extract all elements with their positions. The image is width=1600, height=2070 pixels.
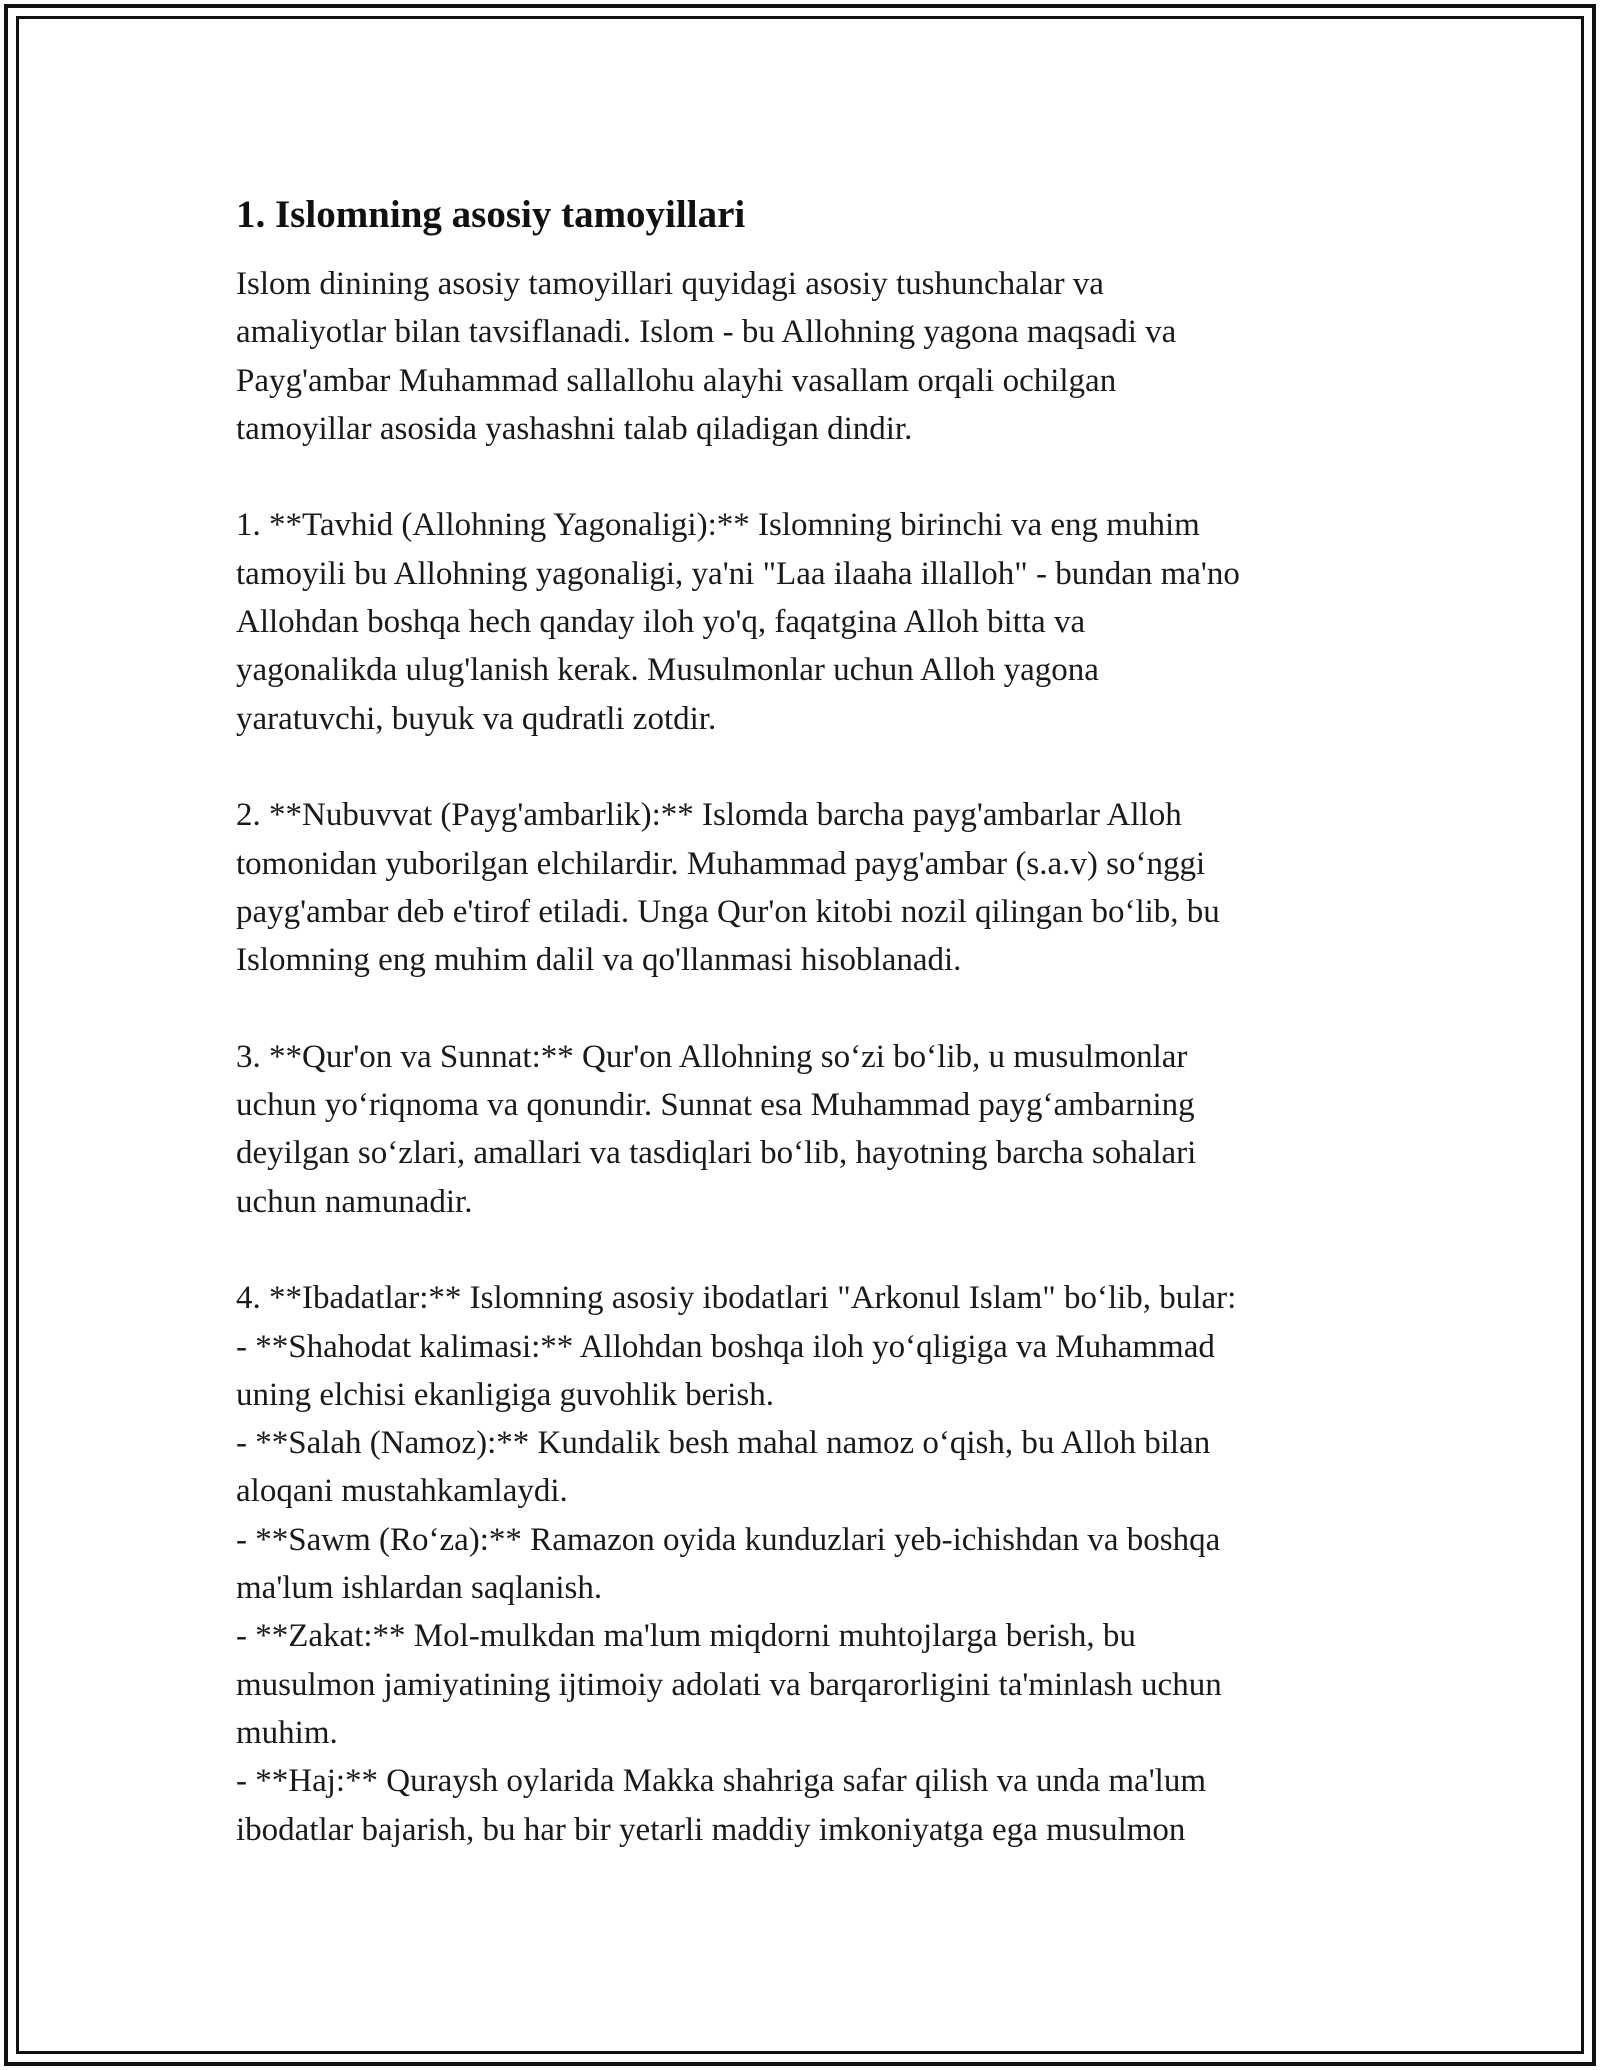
nubuvvat-paragraph: 2. **Nubuvvat (Payg'ambarlik):** Islomda barcha payg'ambarlar Alloh tomonidan yuborilgan elchilardir. Muhammad payg'ambar (s.a.v) soʻnggi payg'ambar deb e'tirof etiladi. Unga Qur'on kitobi nozil qilingan boʻlib, bu Islomning eng muhim dalil va qo'llanmasi hisoblanadi.: [236, 797, 1220, 979]
section-heading: 1. Islomning asosiy tamoyillari: [236, 193, 746, 236]
quron-sunnat-paragraph: 3. **Qur'on va Sunnat:** Qur'on Allohning soʻzi boʻlib, u musulmonlar uchun yoʻriqnoma va qonundir. Sunnat esa Muhammad paygʻambarning deyilgan soʻzlari, amallari va tasdiqlari boʻlib, hayotning barcha sohalari uchun namunadir.: [236, 1038, 1197, 1220]
ibadatlar-paragraph: 4. **Ibadatlar:** Islomning asosiy ibodatlari "Arkonul Islam" boʻlib, bular: - **Shahodat kalimasi:** Allohdan boshqa iloh yoʻqligiga va Muhammad uning elchisi ekanligiga guvohlik berish. - **Salah (Namoz):** Kundalik besh mahal namoz oʻqish, bu Alloh bilan aloqani mustahkamlaydi. - **Sawm (Roʻza):** Ramazon oyida kunduzlari yeb-ichishdan va boshqa ma'lum ishlardan saqlanish. - **Zakat:** Mol-mulkdan ma'lum miqdorni muhtojlarga berish, bu musulmon jamiyatining ijtimoiy adolati va barqarorligini ta'minlash uchun muhim. - **Haj:** Quraysh oylarida Makka shahriga safar qilish va unda ma'lum ibodatlar bajarish, bu har bir yetarli maddiy imkoniyatga ega musulmon: [236, 1280, 1237, 1848]
tavhid-paragraph: 1. **Tavhid (Allohning Yagonaligi):** Islomning birinchi va eng muhim tamoyili bu Allohning yagonaligi, ya'ni "Laa ilaaha illalloh" - bundan ma'no Allohdan boshqa hech qanday iloh yo'q, faqatgina Alloh bitta va yagonalikda ulug'lanish kerak. Musulmonlar uchun Alloh yagona yaratuvchi, buyuk va qudratli zotdir.: [236, 507, 1240, 737]
paragraph-gap: [236, 984, 1366, 1032]
intro-paragraph: Islom dinining asosiy tamoyillari quyidagi asosiy tushunchalar va amaliyotlar bilan tavsiflanadi. Islom - bu Allohning yagona maqsadi va Payg'ambar Muhammad sallallohu alayhi vasallam orqali ochilgan tamoyillar asosida yashashni talab qiladigan dindir.: [236, 266, 1177, 447]
paragraph-gap: [236, 1226, 1366, 1274]
paragraph-gap: [236, 743, 1366, 791]
document-body: [236, 190, 1366, 1854]
paragraph-gap: [236, 453, 1366, 501]
